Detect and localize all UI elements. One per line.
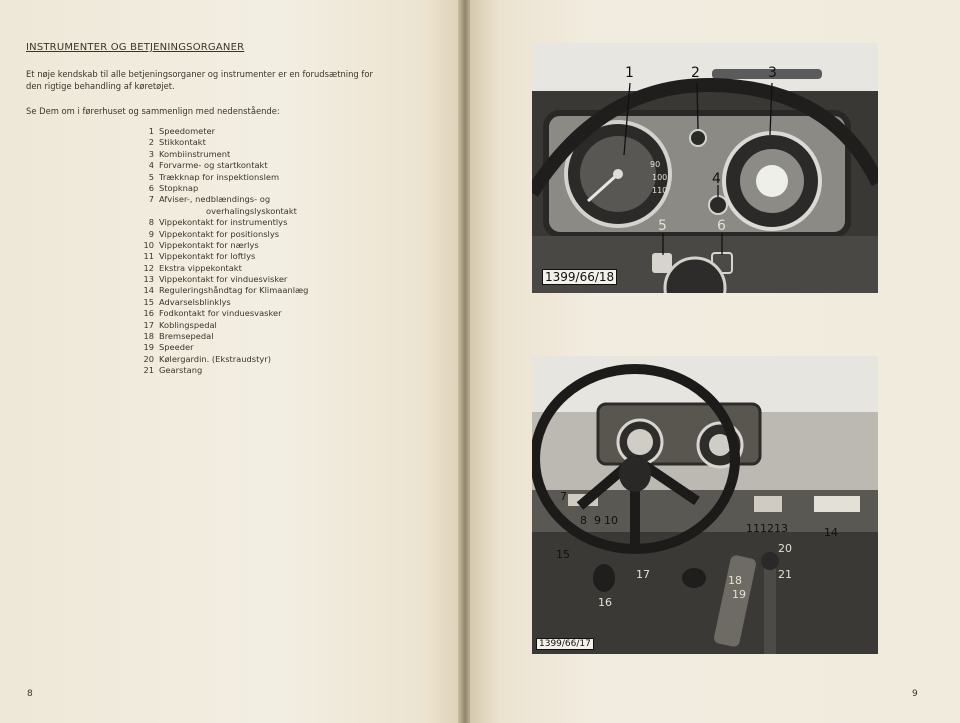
intro-text [26,68,406,92]
gauge-mark-90: 90 [650,160,661,169]
list-item: 12 Ekstra vippekontakt [143,262,242,273]
callout-14: 14 [824,526,838,539]
callout-9: 9 [594,514,601,527]
list-item: 13 Vippekontakt for vinduesvisker [143,274,288,285]
list-item: 11 Vippekontakt for loftlys [143,251,256,262]
list-item: 16 Fodkontakt for vinduesvasker [143,308,282,319]
driver-cabin-illustration [532,356,878,654]
list-item: 18 Bremsepedal [143,331,214,342]
callout-6: 6 [717,218,726,234]
list-item: 15 Advarselsblinklys [143,296,231,307]
callout-16: 16 [598,596,612,609]
list-item: 4 Forvarme- og startkontakt [148,160,268,171]
callout-8: 8 [580,514,587,527]
gauge-mark-100: 100 [652,173,668,182]
callout-12: 12 [760,522,774,535]
callout-18: 18 [728,574,742,587]
callout-21: 21 [778,568,792,581]
gauge-mark-110: 110 [652,186,668,195]
callout-11: 11 [746,522,760,535]
left-page [0,0,462,723]
callout-15: 15 [556,548,570,561]
page-heading: INSTRUMENTER OG BETJENINGSORGANER [26,42,245,53]
right-page [470,0,960,723]
list-item: 19 Speeder [143,342,194,353]
page-number-left: 8 [27,689,33,699]
list-item: 17 Koblingspedal [143,319,217,330]
callout-13: 13 [774,522,788,535]
callout-3: 3 [768,65,777,81]
list-item: 20 Kølergardin. (Ekstraudstyr) [143,353,271,364]
callout-10: 10 [604,514,618,527]
list-item: 14 Reguleringshåndtag for Klimaanlæg [143,285,309,296]
photo-instrument-cluster [532,43,878,293]
list-item: 8 Vippekontakt for instrumentlys [148,217,288,228]
intro-line-3: Se Dem om i førerhuset og sammenlign med nedenstående: [26,106,280,116]
intro-line-2: den rigtige behandling af køretøjet. [26,81,175,91]
instrument-cluster-illustration [532,43,878,293]
photo-ref-number: 1399/66/18 [542,269,617,285]
list-item: 21 Gearstang [143,365,203,376]
list-item: 10 Vippekontakt for nærlys [143,239,259,250]
callout-19: 19 [732,588,746,601]
list-item: 5 Trækknap for inspektionslem [148,171,280,182]
callout-20: 20 [778,542,792,555]
callout-7: 7 [560,490,567,503]
callout-5: 5 [658,218,667,234]
list-item: 1 Speedometer [148,126,216,136]
list-item-continuation: overhalingslyskontakt [206,205,297,216]
callout-17: 17 [636,568,650,581]
callout-2: 2 [691,65,700,81]
list-item: 7 Afviser-, nedblændings- og [148,194,271,205]
callout-1: 1 [625,65,634,81]
list-item: 2 Stikkontakt [148,137,206,148]
photo-driver-cabin [532,356,878,654]
list-item: 3 Kombiinstrument [148,148,231,159]
parts-list [136,126,308,377]
callout-4: 4 [712,171,721,187]
list-item: 6 Stopknap [148,182,199,193]
list-item: 9 Vippekontakt for positionslys [148,228,280,239]
intro-line-1: Et nøje kendskab til alle betjeningsorganer og instrumenter er en forudsætning for [26,69,373,79]
photo-ref-number: 1399/66/17 [536,638,594,650]
page-number-right: 9 [912,689,918,699]
